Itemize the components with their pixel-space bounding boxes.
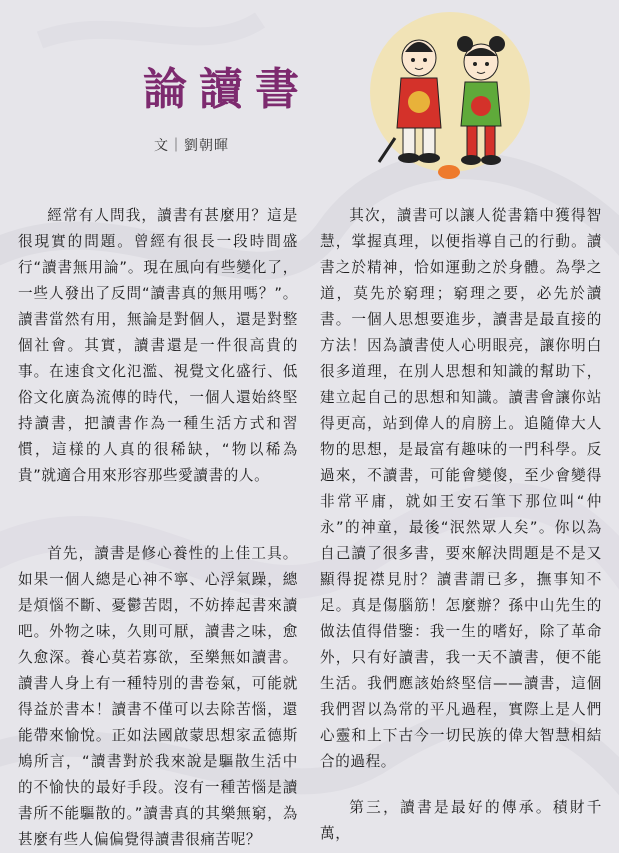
two-cartoon-children-icon [369,10,531,190]
author-byline: 文｜劉朝暉 [154,138,229,154]
paragraph-second-point: 其次，讀書可以讓人從書籍中獲得智慧，掌握真理，以便指導自己的行動。讀書之於精神，恰如運動之於身體。為學之道，莫先於窮理；窮理之要，必先於讀書。一個人思想要進步，讀書是最直接的方法！因為讀書使人心明眼亮，讓你明白很多道理，在別人思想和知識的幫助下，建立起自己的思想和知識。讀書會讓你站得更高，站到偉人的肩膀上。追隨偉大人物的思想，是最富有趣味的一門科學。反過來，不讀書，可能會變傻，至少會變得非常平庸，就如王安石筆下那位叫“仲永”的神童，最後“泯然眾人矣”。你以為自己讀了很多書，要來解決問題是不是又顯得捉襟見肘？讀書謂已多，撫事知不足。真是傷腦筋！怎麼辦？孫中山先生的做法值得借鑒：我一生的嗜好，除了革命外，只有好讀書，我一天不讀書，便不能生活。我們應該始終堅信——讀書，這個我們習以為常的平凡過程，實際上是人們心靈和上下古今一切民族的偉大智慧相結合的過程。 [320,207,602,770]
paragraph-third-point: 第三，讀書是最好的傳承。積財千萬， [320,799,602,842]
right-column [320,203,602,847]
paragraph-intro: 經常有人問我，讀書有甚麼用？這是很現實的問題。曾經有很長一段時間盛行“讀書無用論”。現在風向有些變化了，一些人發出了反問“讀書真的無用嗎？”。讀書當然有用，無論是對個人，還是對整個社會。其實，讀書還是一件很高貴的事。在速食文化氾濫、視覺文化盛行、低俗文化廣為流傳的時代，一個人還始終堅持讀書，把讀書作為一種生活方式和習慣，這樣的人真的很稀缺，“物以稀為貴”就適合用來形容那些愛讀書的人。 [18,207,298,484]
left-column [18,203,298,853]
article-title: 論讀書 [143,64,311,115]
paragraph-first-point: 首先，讀書是修心養性的上佳工具。如果一個人總是心神不寧、心浮氣躁，總是煩惱不斷、憂鬱苦悶，不妨捧起書來讀吧。外物之味，久則可厭，讀書之味，愈久愈深。養心莫若寡欲，至樂無如讀書。讀書人身上有一種特別的書卷氣，可能就得益於書本！讀書不僅可以去除苦惱，還能帶來愉悅。正如法國啟蒙思想家孟德斯鳩所言，“讀書對於我來說是驅散生活中的不愉快的最好手段。沒有一種苦惱是讀書所不能驅散的。”讀書真的其樂無窮，為甚麼有些人偏偏覺得讀書很痛苦呢？ [18,545,298,848]
